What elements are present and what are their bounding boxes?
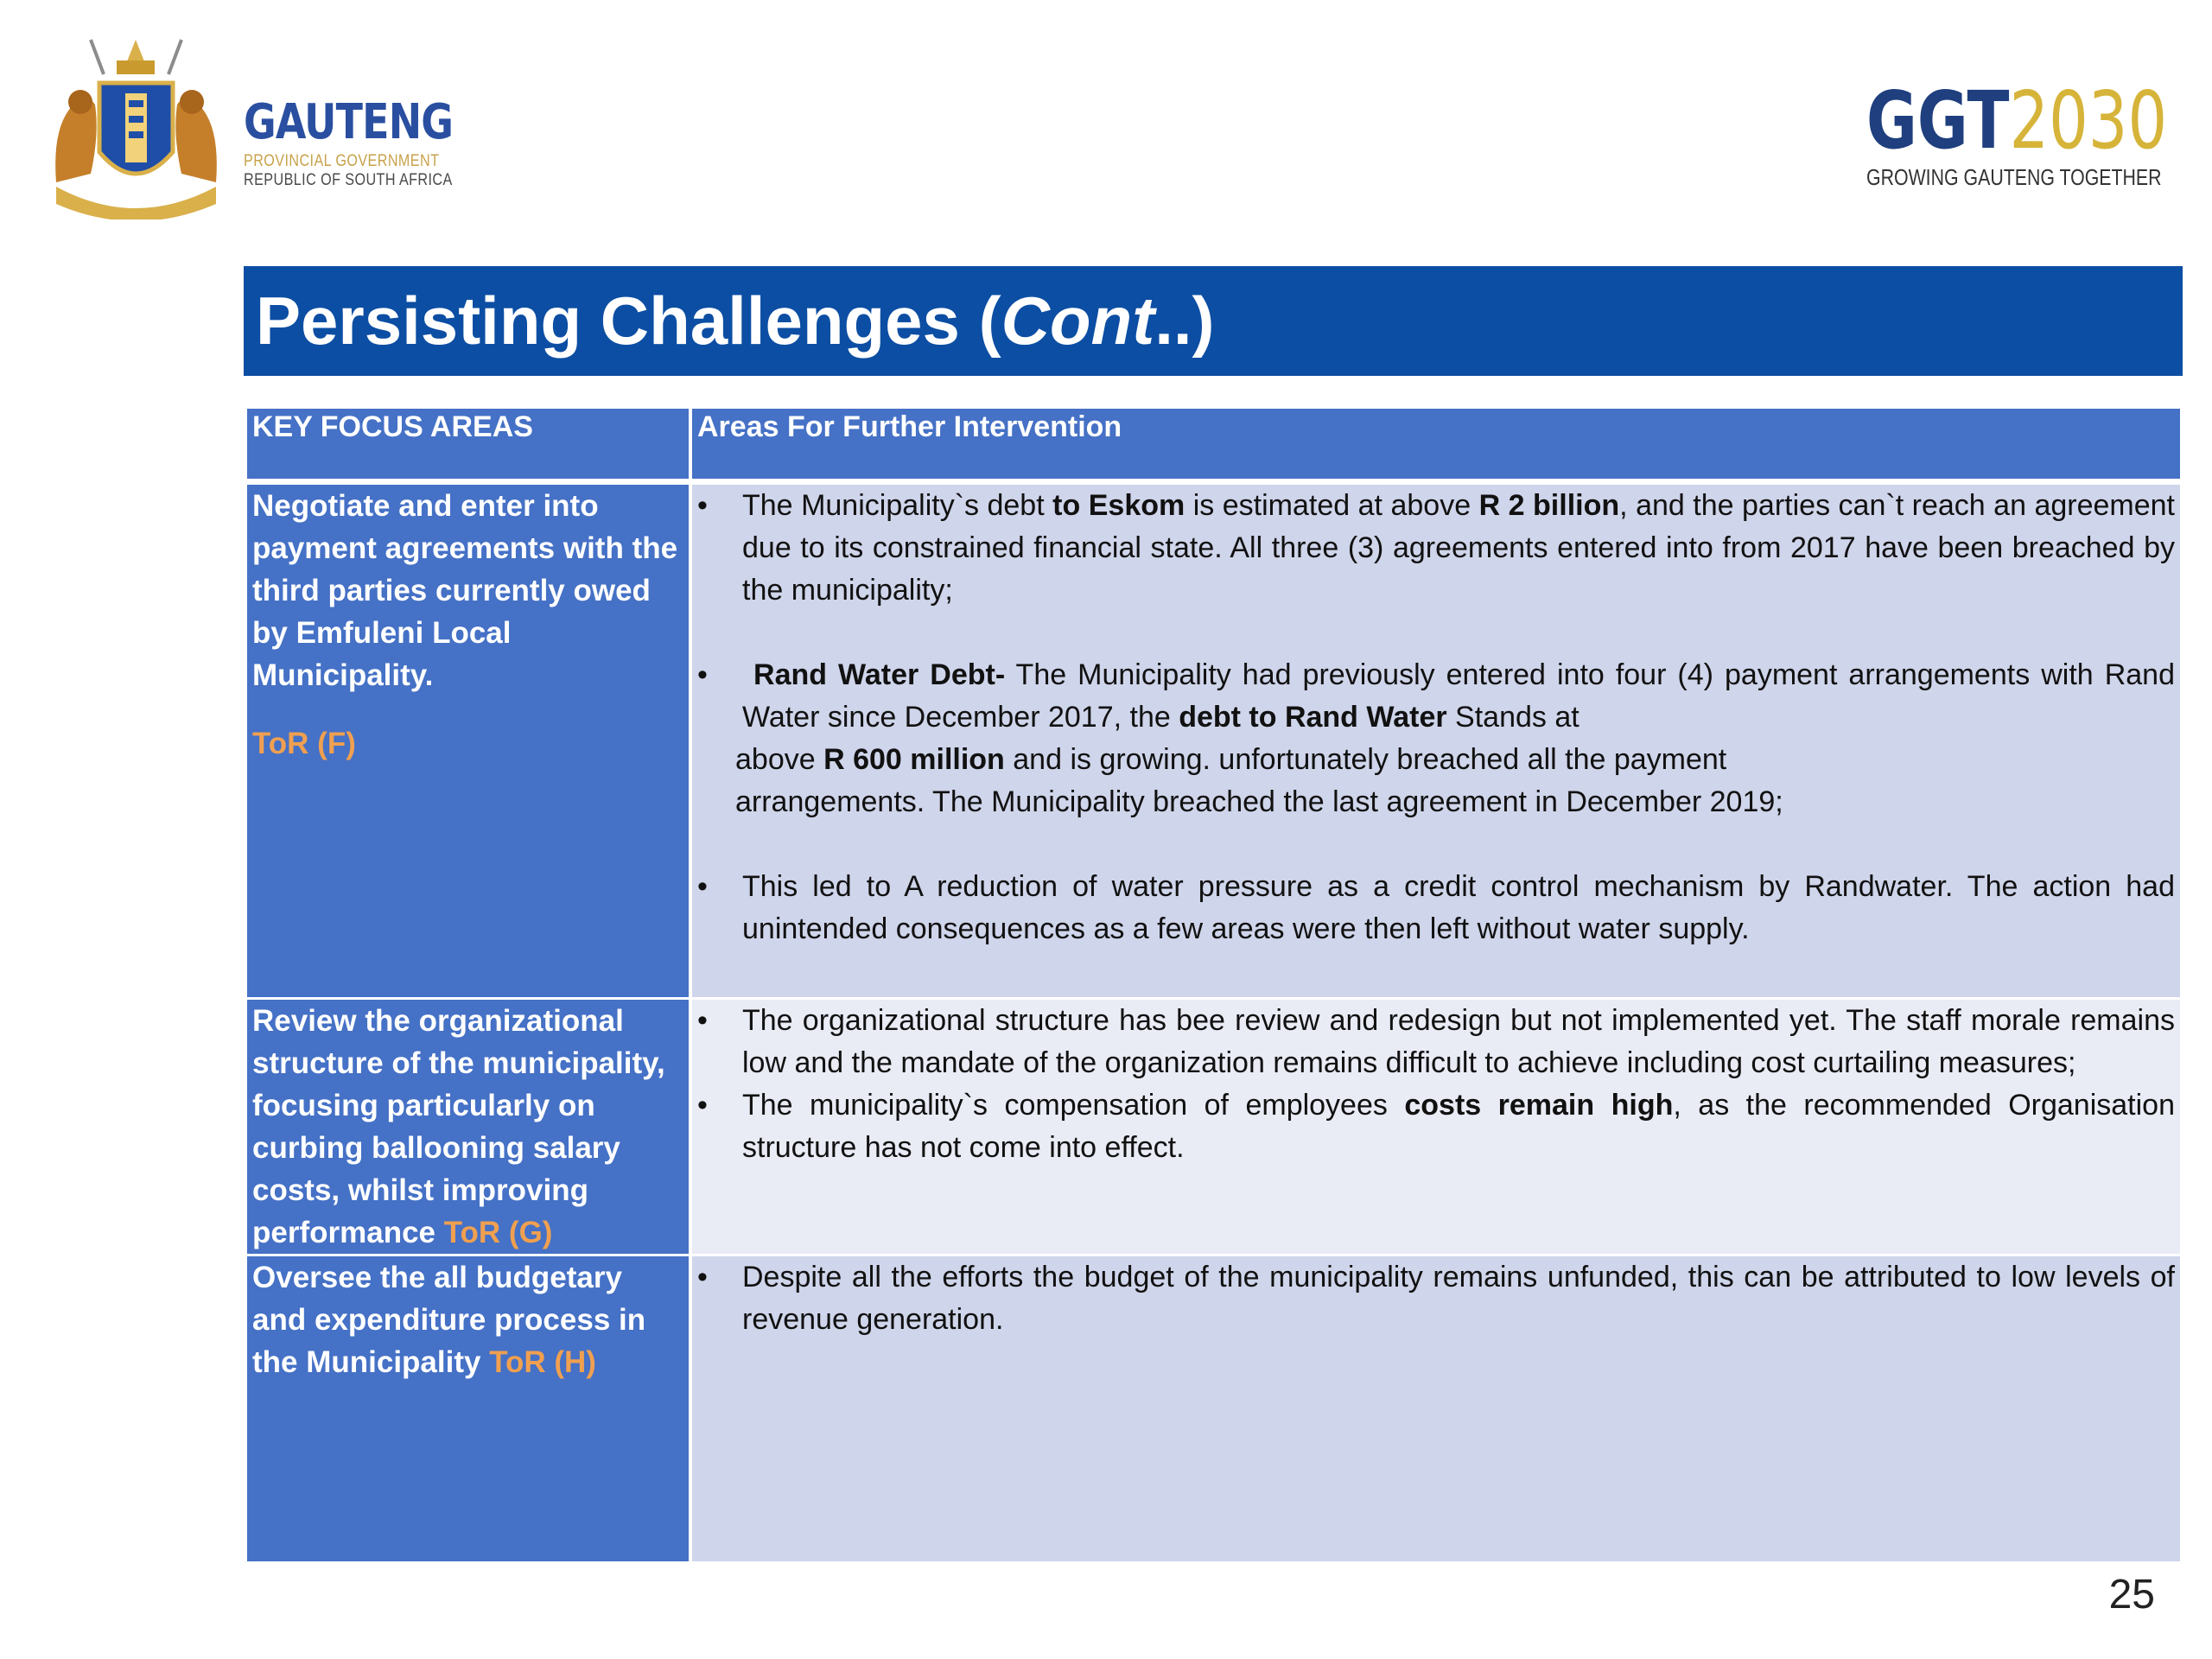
focus-area-cell bbox=[247, 1256, 692, 1564]
table-row bbox=[247, 1256, 2180, 1564]
title-end: ..) bbox=[1154, 283, 1215, 359]
bullet-text: Despite all the efforts the budget of the municipality remains unfunded, this can be attributed to low levels of revenue generation. bbox=[742, 1261, 2175, 1336]
logo-subtitle-1: PROVINCIAL GOVERNMENT bbox=[244, 152, 440, 170]
bullet-text: The Municipality`s debt to Eskom is estimated at above R 2 billion, and the parties can`t reach an agreement due to its constrained financial state. All three (3) agreements entered into from 2017 have been breached by the municipality; bbox=[742, 489, 2176, 607]
page-number: 25 bbox=[2108, 1572, 2155, 1618]
bullet-item bbox=[697, 866, 2175, 950]
bullet-text: The municipality`s compensation of employees costs remain high, as the recommended Organisation structure has not come into effect. bbox=[742, 1089, 2175, 1164]
table-row bbox=[247, 485, 2180, 1000]
bullet-item bbox=[697, 1084, 2175, 1169]
title-italic: Cont bbox=[1001, 283, 1155, 359]
bullet-item bbox=[697, 1256, 2175, 1341]
bullet-icon: • bbox=[697, 1089, 708, 1122]
bullet-icon: • bbox=[697, 1004, 708, 1037]
col-header-areas-for-intervention: Areas For Further Intervention bbox=[692, 409, 2180, 485]
bullet-continuation: above R 600 million and is growing. unfortunately breached all the payment bbox=[735, 743, 1727, 776]
bullet-text: This led to A reduction of water pressure as a credit control mechanism by Randwater. The action had unintended consequences as a few areas were then left without water supply. bbox=[742, 870, 2175, 945]
col-header-key-focus-areas: KEY FOCUS AREAS bbox=[247, 409, 692, 485]
intervention-cell bbox=[692, 1000, 2180, 1256]
focus-area-text: Oversee the all budgetary and expenditure process in the Municipality bbox=[252, 1261, 646, 1379]
ggt2030-tagline: GROWING GAUTENG TOGETHER bbox=[1866, 164, 2162, 190]
logo-subtitle-2: REPUBLIC OF SOUTH AFRICA bbox=[244, 171, 453, 189]
focus-area-text: Review the organizational structure of the municipality, focusing particularly on curbing ballooning salary costs, whilst improving performance bbox=[252, 1004, 665, 1249]
bullet-continuation: arrangements. The Municipality breached the last agreement in December 2019; bbox=[735, 785, 1783, 818]
slide-title-bar bbox=[244, 266, 2183, 376]
focus-area-text: Negotiate and enter into payment agreements with the third parties currently owed by Emfuleni Local Municipality. bbox=[252, 489, 678, 692]
table-row bbox=[247, 1000, 2180, 1256]
bullet-icon: • bbox=[697, 489, 708, 522]
table-header-row bbox=[247, 409, 2180, 485]
gauteng-logo-text bbox=[244, 94, 499, 190]
focus-area-cell bbox=[247, 485, 692, 1000]
bullet-item bbox=[697, 1000, 2175, 1084]
tor-label: ToR (G) bbox=[443, 1216, 553, 1249]
ggt-year: 2030 bbox=[2009, 74, 2168, 167]
bullet-text: The organizational structure has bee review and redesign but not implemented yet. The staff morale remains low and the mandate of the organization remains difficult to achieve including cost curtailing measures; bbox=[742, 1004, 2175, 1079]
bullet-icon: • bbox=[697, 658, 708, 691]
intervention-cell bbox=[692, 485, 2180, 1000]
slide-title bbox=[256, 282, 1215, 360]
ggt-letters: GGT bbox=[1866, 74, 2010, 167]
title-main: Persisting Challenges ( bbox=[256, 283, 1001, 359]
bullet-icon: • bbox=[697, 1261, 708, 1294]
ggt2030-logo bbox=[1866, 74, 2169, 191]
bullet-icon: • bbox=[697, 870, 708, 903]
gauteng-coat-of-arms-icon bbox=[39, 22, 233, 219]
bullet-text: Rand Water Debt- The Municipality had previously entered into four (4) payment arrangements with Rand Water since December 2017, the debt to Rand Water Stands at bbox=[742, 658, 2175, 734]
tor-label: ToR (F) bbox=[252, 727, 356, 760]
intervention-cell bbox=[692, 1256, 2180, 1564]
ggt2030-wordmark bbox=[1866, 74, 2168, 167]
tor-label: ToR (H) bbox=[489, 1345, 596, 1379]
bullet-item bbox=[697, 485, 2175, 612]
logo-name: GAUTENG bbox=[244, 94, 454, 150]
focus-area-cell bbox=[247, 1000, 692, 1256]
bullet-item bbox=[697, 654, 2175, 739]
challenges-table bbox=[247, 409, 2180, 1564]
